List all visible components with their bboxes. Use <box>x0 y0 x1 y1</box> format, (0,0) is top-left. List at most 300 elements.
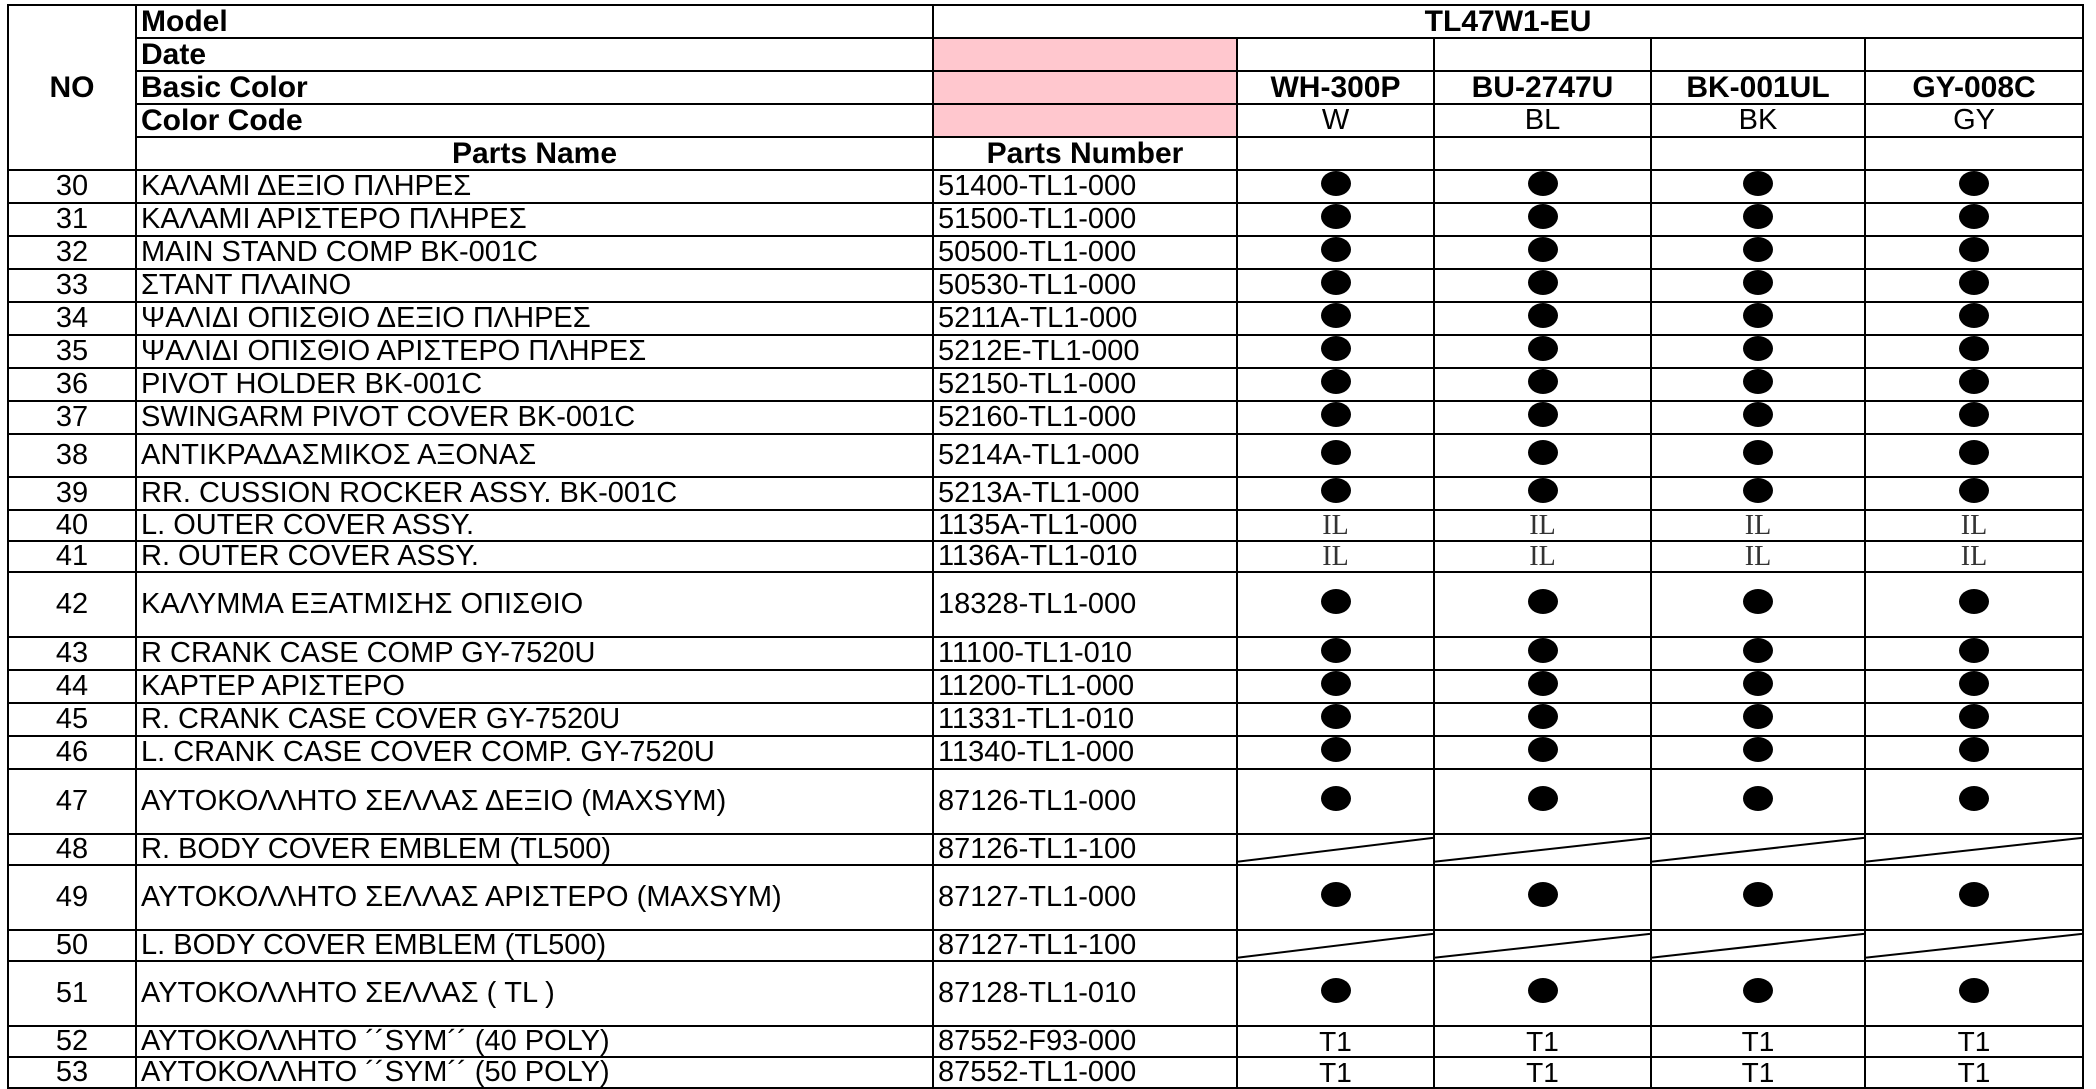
part-number: 87128-TL1-010 <box>933 961 1237 1026</box>
table-row <box>8 1026 2083 1057</box>
availability-cell-gy <box>1865 769 2083 834</box>
dot-icon <box>1321 336 1351 361</box>
table-row <box>8 834 2083 865</box>
date-cell-bu[interactable] <box>1434 38 1651 71</box>
dot-icon <box>1321 204 1351 229</box>
no-header: NO <box>8 5 136 170</box>
dot-icon <box>1959 638 1989 663</box>
availability-cell-gy <box>1865 170 2083 203</box>
dot-icon <box>1743 478 1773 503</box>
row-number: 38 <box>8 434 136 477</box>
not-applicable-cell-wh <box>1237 930 1434 961</box>
part-name: R. BODY COVER EMBLEM (TL500) <box>136 834 933 865</box>
dot-icon <box>1321 303 1351 328</box>
part-name: ΑΥΤΟΚΟΛΛΗΤΟ ´´SYM´´ (50 POLY) <box>136 1057 933 1088</box>
color-code-label: Color Code <box>136 104 933 137</box>
table-row <box>8 335 2083 368</box>
dot-icon <box>1743 369 1773 394</box>
row-number: 33 <box>8 269 136 302</box>
availability-cell-gy <box>1865 203 2083 236</box>
availability-cell-bu <box>1434 477 1651 510</box>
table-row <box>8 368 2083 401</box>
part-name: R CRANK CASE COMP GY-7520U <box>136 637 933 670</box>
row-number: 40 <box>8 510 136 541</box>
availability-cell-gy <box>1865 572 2083 637</box>
part-number: 11331-TL1-010 <box>933 703 1237 736</box>
dot-icon <box>1528 171 1558 196</box>
availability-cell-bk <box>1651 335 1865 368</box>
model-label: Model <box>136 5 933 38</box>
availability-cell-bu <box>1434 269 1651 302</box>
availability-cell-gy <box>1865 703 2083 736</box>
part-name: ΑΥΤΟΚΟΛΛΗΤΟ ΣΕΛΛΑΣ ΑΡΙΣΤΕΡΟ (MAXSYM) <box>136 865 933 930</box>
availability-cell-wh <box>1237 170 1434 203</box>
not-applicable-cell-gy <box>1865 930 2083 961</box>
mark-cell-bu: T1 <box>1434 1057 1651 1088</box>
dot-icon <box>1959 671 1989 696</box>
mark-cell-bk: T1 <box>1651 1057 1865 1088</box>
parts-table <box>7 4 2084 1089</box>
part-number: 51500-TL1-000 <box>933 203 1237 236</box>
dot-icon <box>1743 638 1773 663</box>
availability-cell-wh <box>1237 572 1434 637</box>
row-number: 37 <box>8 401 136 434</box>
availability-cell-wh <box>1237 637 1434 670</box>
dot-icon <box>1743 171 1773 196</box>
mark-cell-wh: IL <box>1237 541 1434 572</box>
dot-icon <box>1743 237 1773 262</box>
row-number: 46 <box>8 736 136 769</box>
row-number: 30 <box>8 170 136 203</box>
part-name: ΨΑΛΙΔΙ ΟΠΙΣΘΙΟ ΑΡΙΣΤΕΡΟ ΠΛΗΡΕΣ <box>136 335 933 368</box>
part-number: 52150-TL1-000 <box>933 368 1237 401</box>
dot-icon <box>1743 270 1773 295</box>
availability-cell-bu <box>1434 302 1651 335</box>
availability-cell-gy <box>1865 302 2083 335</box>
dot-icon <box>1528 270 1558 295</box>
dot-icon <box>1743 786 1773 811</box>
row-number: 51 <box>8 961 136 1026</box>
dot-icon <box>1743 204 1773 229</box>
dot-icon <box>1743 303 1773 328</box>
part-number: 87552-F93-000 <box>933 1026 1237 1057</box>
table-row <box>8 930 2083 961</box>
mark-cell-wh: T1 <box>1237 1026 1434 1057</box>
availability-cell-bk <box>1651 769 1865 834</box>
availability-cell-bu <box>1434 335 1651 368</box>
dot-icon <box>1959 237 1989 262</box>
model-value: TL47W1-EU <box>933 5 2083 38</box>
table-row <box>8 769 2083 834</box>
part-name: L. CRANK CASE COVER COMP. GY-7520U <box>136 736 933 769</box>
part-number: 52160-TL1-000 <box>933 401 1237 434</box>
availability-cell-gy <box>1865 335 2083 368</box>
availability-cell-wh <box>1237 335 1434 368</box>
row-number: 35 <box>8 335 136 368</box>
dot-icon <box>1321 237 1351 262</box>
availability-cell-wh <box>1237 236 1434 269</box>
table-row <box>8 434 2083 477</box>
row-number: 50 <box>8 930 136 961</box>
availability-cell-bk <box>1651 572 1865 637</box>
dot-icon <box>1321 440 1351 465</box>
availability-cell-gy <box>1865 434 2083 477</box>
header-blank-gy <box>1865 137 2083 170</box>
part-name: PIVOT HOLDER BK-001C <box>136 368 933 401</box>
dot-icon <box>1743 589 1773 614</box>
dot-icon <box>1959 204 1989 229</box>
table-row <box>8 736 2083 769</box>
dot-icon <box>1743 440 1773 465</box>
dot-icon <box>1528 369 1558 394</box>
diagonal-slash-icon <box>1652 835 1864 864</box>
dot-icon <box>1959 589 1989 614</box>
color-code-wh: W <box>1237 104 1434 137</box>
availability-cell-bu <box>1434 203 1651 236</box>
availability-cell-wh <box>1237 736 1434 769</box>
availability-cell-bu <box>1434 236 1651 269</box>
table-row <box>8 637 2083 670</box>
availability-cell-bu <box>1434 368 1651 401</box>
not-applicable-cell-gy <box>1865 834 2083 865</box>
part-number: 1135A-TL1-000 <box>933 510 1237 541</box>
dot-icon <box>1321 171 1351 196</box>
dot-icon <box>1321 882 1351 907</box>
date-label: Date <box>136 38 933 71</box>
not-applicable-cell-bu <box>1434 834 1651 865</box>
mark-cell-bu: IL <box>1434 541 1651 572</box>
dot-icon <box>1959 478 1989 503</box>
availability-cell-bk <box>1651 961 1865 1026</box>
table-row <box>8 203 2083 236</box>
basic-color-bu: BU-2747U <box>1434 71 1651 104</box>
dot-icon <box>1321 369 1351 394</box>
part-name: ΑΥΤΟΚΟΛΛΗΤΟ ΣΕΛΛΑΣ ( TL ) <box>136 961 933 1026</box>
diagonal-slash-icon <box>1238 931 1433 960</box>
dot-icon <box>1321 978 1351 1003</box>
part-number: 87127-TL1-100 <box>933 930 1237 961</box>
availability-cell-bu <box>1434 637 1651 670</box>
part-name: R. OUTER COVER ASSY. <box>136 541 933 572</box>
dot-icon <box>1959 402 1989 427</box>
availability-cell-bk <box>1651 477 1865 510</box>
dot-icon <box>1743 336 1773 361</box>
availability-cell-gy <box>1865 236 2083 269</box>
diagonal-slash-icon <box>1866 835 2082 864</box>
dot-icon <box>1743 402 1773 427</box>
table-row <box>8 401 2083 434</box>
table-row <box>8 269 2083 302</box>
part-name: MAIN STAND COMP BK-001C <box>136 236 933 269</box>
part-name: ΨΑΛΙΔΙ ΟΠΙΣΘΙΟ ΔΕΞΙΟ ΠΛΗΡΕΣ <box>136 302 933 335</box>
mark-cell-bu: IL <box>1434 510 1651 541</box>
row-number: 36 <box>8 368 136 401</box>
part-name: ΚΑΛΑΜΙ ΔΕΞΙΟ ΠΛΗΡΕΣ <box>136 170 933 203</box>
part-number: 11100-TL1-010 <box>933 637 1237 670</box>
mark-cell-wh: IL <box>1237 510 1434 541</box>
color-code-bk: BK <box>1651 104 1865 137</box>
diagonal-slash-icon <box>1435 931 1650 960</box>
basic-color-label: Basic Color <box>136 71 933 104</box>
parts-number-header: Parts Number <box>933 137 1237 170</box>
availability-cell-bu <box>1434 703 1651 736</box>
dot-icon <box>1321 704 1351 729</box>
dot-icon <box>1528 237 1558 262</box>
part-number: 5212E-TL1-000 <box>933 335 1237 368</box>
dot-icon <box>1959 171 1989 196</box>
dot-icon <box>1321 638 1351 663</box>
availability-cell-bu <box>1434 865 1651 930</box>
availability-cell-wh <box>1237 434 1434 477</box>
dot-icon <box>1959 336 1989 361</box>
dot-icon <box>1528 303 1558 328</box>
part-name: ΣΤΑΝΤ ΠΛΑΙΝΟ <box>136 269 933 302</box>
not-applicable-cell-wh <box>1237 834 1434 865</box>
part-name: ΑΥΤΟΚΟΛΛΗΤΟ ´´SYM´´ (40 POLY) <box>136 1026 933 1057</box>
dot-icon <box>1528 737 1558 762</box>
row-number: 31 <box>8 203 136 236</box>
table-row <box>8 572 2083 637</box>
row-number: 32 <box>8 236 136 269</box>
part-number: 11200-TL1-000 <box>933 670 1237 703</box>
diagonal-slash-icon <box>1238 835 1433 864</box>
part-name: R. CRANK CASE COVER GY-7520U <box>136 703 933 736</box>
dot-icon <box>1321 478 1351 503</box>
part-name: SWINGARM PIVOT COVER BK-001C <box>136 401 933 434</box>
header-blank-bk <box>1651 137 1865 170</box>
dot-icon <box>1959 786 1989 811</box>
part-number: 87127-TL1-000 <box>933 865 1237 930</box>
dot-icon <box>1321 270 1351 295</box>
basic-color-bk: BK-001UL <box>1651 71 1865 104</box>
dot-icon <box>1528 336 1558 361</box>
not-applicable-cell-bk <box>1651 834 1865 865</box>
mark-cell-bk: T1 <box>1651 1026 1865 1057</box>
parts-name-header: Parts Name <box>136 137 933 170</box>
row-number: 44 <box>8 670 136 703</box>
date-value-cell[interactable] <box>933 38 1237 71</box>
dot-icon <box>1959 270 1989 295</box>
dot-icon <box>1528 671 1558 696</box>
row-number: 41 <box>8 541 136 572</box>
dot-icon <box>1743 737 1773 762</box>
availability-cell-bk <box>1651 637 1865 670</box>
basic-color-wh: WH-300P <box>1237 71 1434 104</box>
part-number: 5213A-TL1-000 <box>933 477 1237 510</box>
table-row <box>8 477 2083 510</box>
availability-cell-bk <box>1651 736 1865 769</box>
dot-icon <box>1743 704 1773 729</box>
table-row <box>8 302 2083 335</box>
mark-cell-bu: T1 <box>1434 1026 1651 1057</box>
dot-icon <box>1321 737 1351 762</box>
dot-icon <box>1959 369 1989 394</box>
availability-cell-gy <box>1865 865 2083 930</box>
part-name: ΑΥΤΟΚΟΛΛΗΤΟ ΣΕΛΛΑΣ ΔΕΞΙΟ (MAXSYM) <box>136 769 933 834</box>
dot-icon <box>1528 786 1558 811</box>
dot-icon <box>1528 440 1558 465</box>
availability-cell-bk <box>1651 203 1865 236</box>
header-blank-bu <box>1434 137 1651 170</box>
availability-cell-gy <box>1865 477 2083 510</box>
availability-cell-wh <box>1237 203 1434 236</box>
basic-color-gy: GY-008C <box>1865 71 2083 104</box>
availability-cell-bk <box>1651 368 1865 401</box>
not-applicable-cell-bk <box>1651 930 1865 961</box>
row-number: 49 <box>8 865 136 930</box>
availability-cell-bk <box>1651 865 1865 930</box>
table-row <box>8 670 2083 703</box>
part-number: 50500-TL1-000 <box>933 236 1237 269</box>
dot-icon <box>1321 402 1351 427</box>
availability-cell-bu <box>1434 401 1651 434</box>
dot-icon <box>1959 303 1989 328</box>
dot-icon <box>1528 704 1558 729</box>
availability-cell-bu <box>1434 434 1651 477</box>
table-row <box>8 865 2083 930</box>
table-row <box>8 961 2083 1026</box>
diagonal-slash-icon <box>1435 835 1650 864</box>
availability-cell-bu <box>1434 736 1651 769</box>
dot-icon <box>1743 671 1773 696</box>
part-name: L. BODY COVER EMBLEM (TL500) <box>136 930 933 961</box>
row-number: 48 <box>8 834 136 865</box>
availability-cell-bk <box>1651 236 1865 269</box>
dot-icon <box>1528 589 1558 614</box>
part-name: ΚΑΛΑΜΙ ΑΡΙΣΤΕΡΟ ΠΛΗΡΕΣ <box>136 203 933 236</box>
dot-icon <box>1321 589 1351 614</box>
diagonal-slash-icon <box>1652 931 1864 960</box>
availability-cell-wh <box>1237 269 1434 302</box>
date-cell-gy[interactable] <box>1865 38 2083 71</box>
dot-icon <box>1321 671 1351 696</box>
dot-icon <box>1743 882 1773 907</box>
diagonal-slash-icon <box>1866 931 2082 960</box>
part-name: L. OUTER COVER ASSY. <box>136 510 933 541</box>
availability-cell-gy <box>1865 670 2083 703</box>
availability-cell-wh <box>1237 961 1434 1026</box>
mark-cell-gy: IL <box>1865 510 2083 541</box>
availability-cell-bk <box>1651 170 1865 203</box>
table-row <box>8 236 2083 269</box>
mark-cell-gy: T1 <box>1865 1026 2083 1057</box>
table-row <box>8 541 2083 572</box>
mark-cell-gy: IL <box>1865 541 2083 572</box>
mark-cell-gy: T1 <box>1865 1057 2083 1088</box>
availability-cell-gy <box>1865 401 2083 434</box>
availability-cell-gy <box>1865 269 2083 302</box>
part-number: 87126-TL1-000 <box>933 769 1237 834</box>
availability-cell-wh <box>1237 368 1434 401</box>
dot-icon <box>1743 978 1773 1003</box>
header-blank-wh <box>1237 137 1434 170</box>
dot-icon <box>1959 440 1989 465</box>
availability-cell-bk <box>1651 401 1865 434</box>
availability-cell-gy <box>1865 637 2083 670</box>
color-code-gy: GY <box>1865 104 2083 137</box>
part-number: 18328-TL1-000 <box>933 572 1237 637</box>
row-number: 47 <box>8 769 136 834</box>
table-row <box>8 703 2083 736</box>
basic-color-value-cell[interactable] <box>933 71 1237 104</box>
color-code-bu: BL <box>1434 104 1651 137</box>
availability-cell-wh <box>1237 865 1434 930</box>
availability-cell-wh <box>1237 477 1434 510</box>
dot-icon <box>1528 638 1558 663</box>
dot-icon <box>1528 882 1558 907</box>
dot-icon <box>1528 402 1558 427</box>
part-number: 1136A-TL1-010 <box>933 541 1237 572</box>
part-number: 11340-TL1-000 <box>933 736 1237 769</box>
availability-cell-bu <box>1434 170 1651 203</box>
table-row <box>8 1057 2083 1088</box>
part-number: 51400-TL1-000 <box>933 170 1237 203</box>
availability-cell-bk <box>1651 269 1865 302</box>
color-code-value-cell[interactable] <box>933 104 1237 137</box>
not-applicable-cell-bu <box>1434 930 1651 961</box>
availability-cell-gy <box>1865 961 2083 1026</box>
part-number: 50530-TL1-000 <box>933 269 1237 302</box>
dot-icon <box>1528 204 1558 229</box>
row-number: 43 <box>8 637 136 670</box>
part-name: ΑΝΤΙΚΡΑΔΑΣΜΙΚΟΣ ΑΞΟΝΑΣ <box>136 434 933 477</box>
dot-icon <box>1959 978 1989 1003</box>
table-row <box>8 170 2083 203</box>
availability-cell-bu <box>1434 572 1651 637</box>
part-name: ΚΑΡΤΕΡ ΑΡΙΣΤΕΡΟ <box>136 670 933 703</box>
mark-cell-bk: IL <box>1651 541 1865 572</box>
dot-icon <box>1959 704 1989 729</box>
part-number: 87552-TL1-000 <box>933 1057 1237 1088</box>
availability-cell-wh <box>1237 670 1434 703</box>
availability-cell-bk <box>1651 703 1865 736</box>
dot-icon <box>1528 978 1558 1003</box>
part-number: 5214A-TL1-000 <box>933 434 1237 477</box>
dot-icon <box>1959 737 1989 762</box>
row-number: 45 <box>8 703 136 736</box>
availability-cell-wh <box>1237 769 1434 834</box>
mark-cell-bk: IL <box>1651 510 1865 541</box>
part-name: RR. CUSSION ROCKER ASSY. BK-001C <box>136 477 933 510</box>
date-cell-bk[interactable] <box>1651 38 1865 71</box>
table-row <box>8 510 2083 541</box>
parts-table-sheet <box>7 4 2082 1089</box>
availability-cell-gy <box>1865 368 2083 401</box>
availability-cell-bk <box>1651 302 1865 335</box>
part-number: 5211A-TL1-000 <box>933 302 1237 335</box>
dot-icon <box>1528 478 1558 503</box>
dot-icon <box>1321 786 1351 811</box>
availability-cell-wh <box>1237 302 1434 335</box>
row-number: 53 <box>8 1057 136 1088</box>
row-number: 52 <box>8 1026 136 1057</box>
availability-cell-bk <box>1651 434 1865 477</box>
availability-cell-gy <box>1865 736 2083 769</box>
availability-cell-wh <box>1237 703 1434 736</box>
mark-cell-wh: T1 <box>1237 1057 1434 1088</box>
date-cell-wh[interactable] <box>1237 38 1434 71</box>
availability-cell-wh <box>1237 401 1434 434</box>
part-number: 87126-TL1-100 <box>933 834 1237 865</box>
availability-cell-bu <box>1434 961 1651 1026</box>
row-number: 39 <box>8 477 136 510</box>
row-number: 34 <box>8 302 136 335</box>
row-number: 42 <box>8 572 136 637</box>
availability-cell-bu <box>1434 769 1651 834</box>
part-name: ΚΑΛΥΜΜΑ ΕΞΑΤΜΙΣΗΣ ΟΠΙΣΘΙΟ <box>136 572 933 637</box>
dot-icon <box>1959 882 1989 907</box>
availability-cell-bu <box>1434 670 1651 703</box>
